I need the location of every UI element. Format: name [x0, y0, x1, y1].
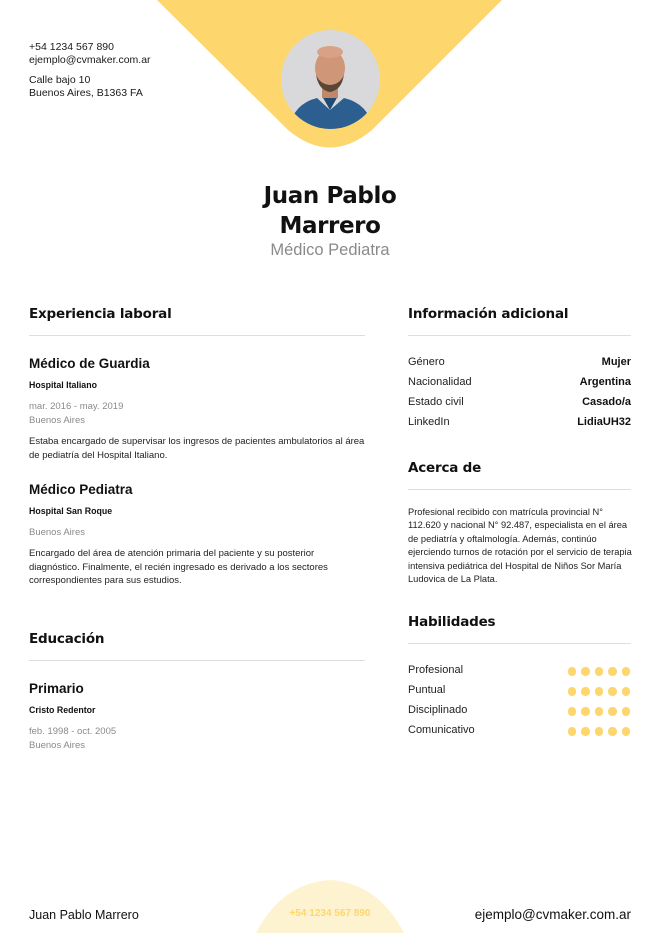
education-1-dates: feb. 1998 - oct. 2005 — [29, 726, 117, 737]
info-label: LinkedIn — [408, 416, 450, 428]
skill-dot — [581, 667, 590, 676]
address-line-2: Buenos Aires, B1363 FA — [29, 86, 143, 99]
job-2-location: Buenos Aires — [29, 527, 85, 538]
name-line-2: Marrero — [279, 213, 381, 239]
experience-divider — [29, 335, 365, 336]
skill-dot — [595, 707, 604, 716]
skill-dot — [581, 707, 590, 716]
skills-heading: Habilidades — [408, 614, 496, 630]
skill-label: Puntual — [408, 684, 446, 696]
experience-heading: Experiencia laboral — [29, 306, 172, 322]
info-value: Mujer — [601, 356, 631, 368]
skill-row — [408, 684, 631, 698]
skill-dot — [568, 687, 577, 696]
job-1-dates: mar. 2016 - may. 2019 — [29, 401, 124, 412]
info-label: Nacionalidad — [408, 376, 472, 388]
candidate-role: Médico Pediatra — [270, 241, 390, 259]
info-row-gender — [408, 356, 631, 370]
job-1-title: Médico de Guardia — [29, 356, 150, 371]
skills-divider — [408, 643, 631, 644]
contact-block — [29, 41, 151, 99]
info-label: Estado civil — [408, 396, 464, 408]
about-heading: Acerca de — [408, 460, 482, 476]
education-1-school: Cristo Redentor — [29, 705, 96, 715]
profile-photo — [281, 30, 380, 129]
skill-row — [408, 724, 631, 738]
skill-rating — [568, 727, 631, 736]
info-divider — [408, 335, 631, 336]
info-label: Género — [408, 356, 445, 368]
skill-label: Comunicativo — [408, 724, 475, 736]
skill-rating — [568, 707, 631, 716]
footer-name: Juan Pablo Marrero — [29, 908, 139, 922]
skill-dot — [568, 707, 577, 716]
skill-dot — [608, 727, 617, 736]
info-row-linkedin — [408, 416, 631, 430]
job-1-employer: Hospital Italiano — [29, 380, 97, 390]
education-1-location: Buenos Aires — [29, 740, 85, 751]
footer-email: ejemplo@cvmaker.com.ar — [474, 907, 631, 922]
skill-dot — [595, 727, 604, 736]
skill-label: Profesional — [408, 664, 464, 676]
info-value: Argentina — [579, 376, 631, 388]
education-divider — [29, 660, 365, 661]
job-2-employer: Hospital San Roque — [29, 506, 113, 516]
skill-dot — [595, 687, 604, 696]
footer-decoration — [0, 870, 660, 933]
job-2-title: Médico Pediatra — [29, 482, 133, 497]
footer-phone: +54 1234 567 890 — [289, 908, 371, 919]
skill-row — [408, 664, 631, 678]
info-heading: Información adicional — [408, 306, 569, 322]
email-text: ejemplo@cvmaker.com.ar — [29, 53, 151, 66]
education-1-title: Primario — [29, 681, 84, 696]
about-divider — [408, 489, 631, 490]
about-text: Profesional recibido con matrícula provincial N° 112.620 y nacional N° 92.487, especialista en el área de pediatría y oftalmología. Además, continúo ejerciendo turnos de rotación por el servicio de terapia intensiva pediátrica del Hospital de Niños Sor María Ludovica de La Plata. — [408, 507, 632, 585]
skill-rating — [568, 667, 631, 676]
info-value: Casado/a — [582, 396, 631, 408]
skill-dot — [622, 727, 631, 736]
skill-dot — [622, 687, 631, 696]
job-2-description: Encargado del área de atención primaria del paciente y su posterior diagnóstico. Finalmente, el recién ingresado es derivado a los sectores correspondientes para sus estudios. — [29, 548, 328, 586]
job-1-location: Buenos Aires — [29, 415, 85, 426]
name-line-1: Juan Pablo — [263, 183, 397, 209]
skill-dot — [581, 687, 590, 696]
info-row-marital-status — [408, 396, 631, 410]
education-heading: Educación — [29, 631, 105, 647]
skill-label: Disciplinado — [408, 704, 468, 716]
skill-dot — [568, 727, 577, 736]
skill-dot — [568, 667, 577, 676]
skill-dot — [595, 667, 604, 676]
skill-rating — [568, 687, 631, 696]
skill-dot — [622, 667, 631, 676]
skill-dot — [608, 667, 617, 676]
skill-dot — [608, 707, 617, 716]
skill-dot — [622, 707, 631, 716]
phone-text: +54 1234 567 890 — [29, 41, 114, 53]
candidate-name — [0, 181, 660, 241]
address-line-1: Calle bajo 10 — [29, 74, 91, 86]
info-row-nationality — [408, 376, 631, 390]
skill-row — [408, 704, 631, 718]
job-1-description: Estaba encargado de supervisar los ingresos de pacientes ambulatorios al área de pediatría del Hospital Italiano. — [29, 436, 365, 461]
info-value: LidiaUH32 — [577, 416, 631, 428]
skill-dot — [608, 687, 617, 696]
skill-dot — [581, 727, 590, 736]
